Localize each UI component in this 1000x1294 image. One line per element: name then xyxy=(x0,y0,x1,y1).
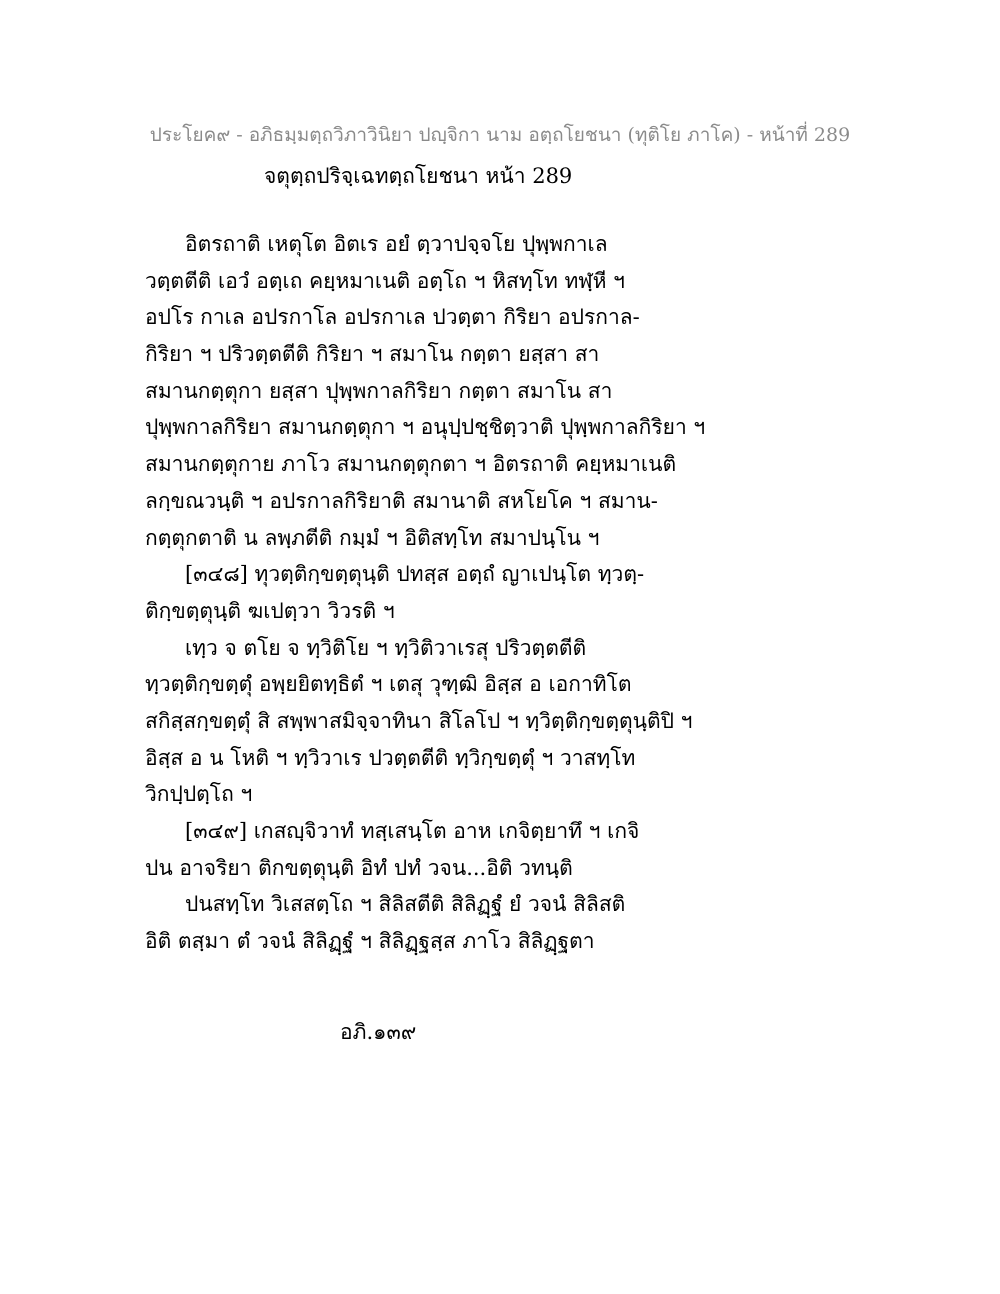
text-line: ปน อาจริยา ติกขตฺตุนฺติ อิทํ ปทํ วจน...อิติ วทนฺติ xyxy=(145,855,573,880)
folio-marker: อภิ.๑๓๙ xyxy=(340,1020,417,1044)
text-line: อิสฺส อ น โหติ ฯ ทฺวิวาเร ปวตฺตตีติ ทฺวิกฺขตฺตุํ ฯ วาสทฺโท xyxy=(145,745,636,770)
text-line: ปุพฺพกาลกิริยา สมานกตฺตุกา ฯ อนุปฺปชฺชิตฺวาติ ปุพฺพกาลกิริยา ฯ xyxy=(145,415,706,440)
text-line: อปโร กาเล อปรกาโล อปรกาเล ปวตฺตา กิริยา อปรกาล- xyxy=(145,305,640,330)
text-line: อิติ ตสฺมา ตํ วจนํ สิลิฏฺฐํ ฯ สิลิฏฺฐสฺส ภาโว สิลิฏฺฐตา xyxy=(145,929,595,954)
text-line: ทฺวตฺติกฺขตฺตุํ อพฺยยิตทฺธิตํ ฯ เตสุ วุฑฺฒิ อิสฺส อ เอกาทิโต xyxy=(145,672,632,697)
running-header: ประโยค๙ - อภิธมฺมตฺถวิภาวินิยา ปญฺจิกา นาม อตฺถโยชนา (ทุติโย ภาโค) - หน้าที่ 289 xyxy=(149,124,851,146)
text-line: สมานกตฺตุกาย ภาโว สมานกตฺตุกตา ฯ อิตรถาติ คยฺหมาเนติ xyxy=(145,452,677,477)
text-line: วตฺตตีติ เอวํ อตฺเถ คยฺหมาเนติ อตฺโถ ฯ หิสทฺโท ทฬฺหี ฯ xyxy=(145,268,625,293)
paragraph-349-start: [๓๔๙] เกสญฺจิวาทํ ทสฺเสนฺโต อาห เกจิตฺยาทึ ฯ เกจิ xyxy=(185,819,640,843)
text-line: อิตรถาติ เหตุโต อิตเร อยํ ตฺวาปจฺจโย ปุพฺพกาเล xyxy=(185,232,608,256)
section-title: จตุตฺถปริจฺเฉทตฺถโยชนา หน้า 289 xyxy=(264,164,573,188)
paragraph-348-start: [๓๔๘] ทุวตฺติกฺขตฺตุนฺติ ปทสฺส อตฺถํ ญาเปนฺโต ทฺวตฺ- xyxy=(185,562,645,587)
text-line: เทฺว จ ตโย จ ทฺวิติโย ฯ ทฺวิติวาเรสุ ปริวตฺตตีติ xyxy=(185,635,587,660)
text-line: กตฺตุกตาติ น ลพฺภตีติ กมฺมํ ฯ อิติสทฺโท สมาปนฺโน ฯ xyxy=(145,525,600,550)
text-line: ลกฺขณวนฺติ ฯ อปรกาลกิริยาติ สมานาติ สหโยโค ฯ สมาน- xyxy=(145,488,658,513)
text-line: ติกฺขตฺตุนฺติ ฆเปตฺวา วิวรติ ฯ xyxy=(145,598,395,623)
text-line: ปนสทฺโท วิเสสตฺโถ ฯ สิลิสตีติ สิลิฏฺฐํ ยํ วจนํ สิลิสติ xyxy=(185,892,626,917)
text-line: กิริยา ฯ ปริวตฺตตีติ กิริยา ฯ สมาโน กตฺตา ยสฺสา สา xyxy=(145,342,600,367)
body-text xyxy=(145,226,885,960)
text-line: สมานกตฺตุกา ยสฺสา ปุพฺพกาลกิริยา กตฺตา สมาโน สา xyxy=(145,378,613,403)
text-line: สกิสฺสกฺขตฺตุํ สิ สพฺพาสมิจฺจาทินา สิโลโป ฯ ทฺวิตฺติกฺขตฺตุนฺติปิ ฯ xyxy=(145,708,693,733)
text-line: วิกปฺปตฺโถ ฯ xyxy=(145,782,253,807)
